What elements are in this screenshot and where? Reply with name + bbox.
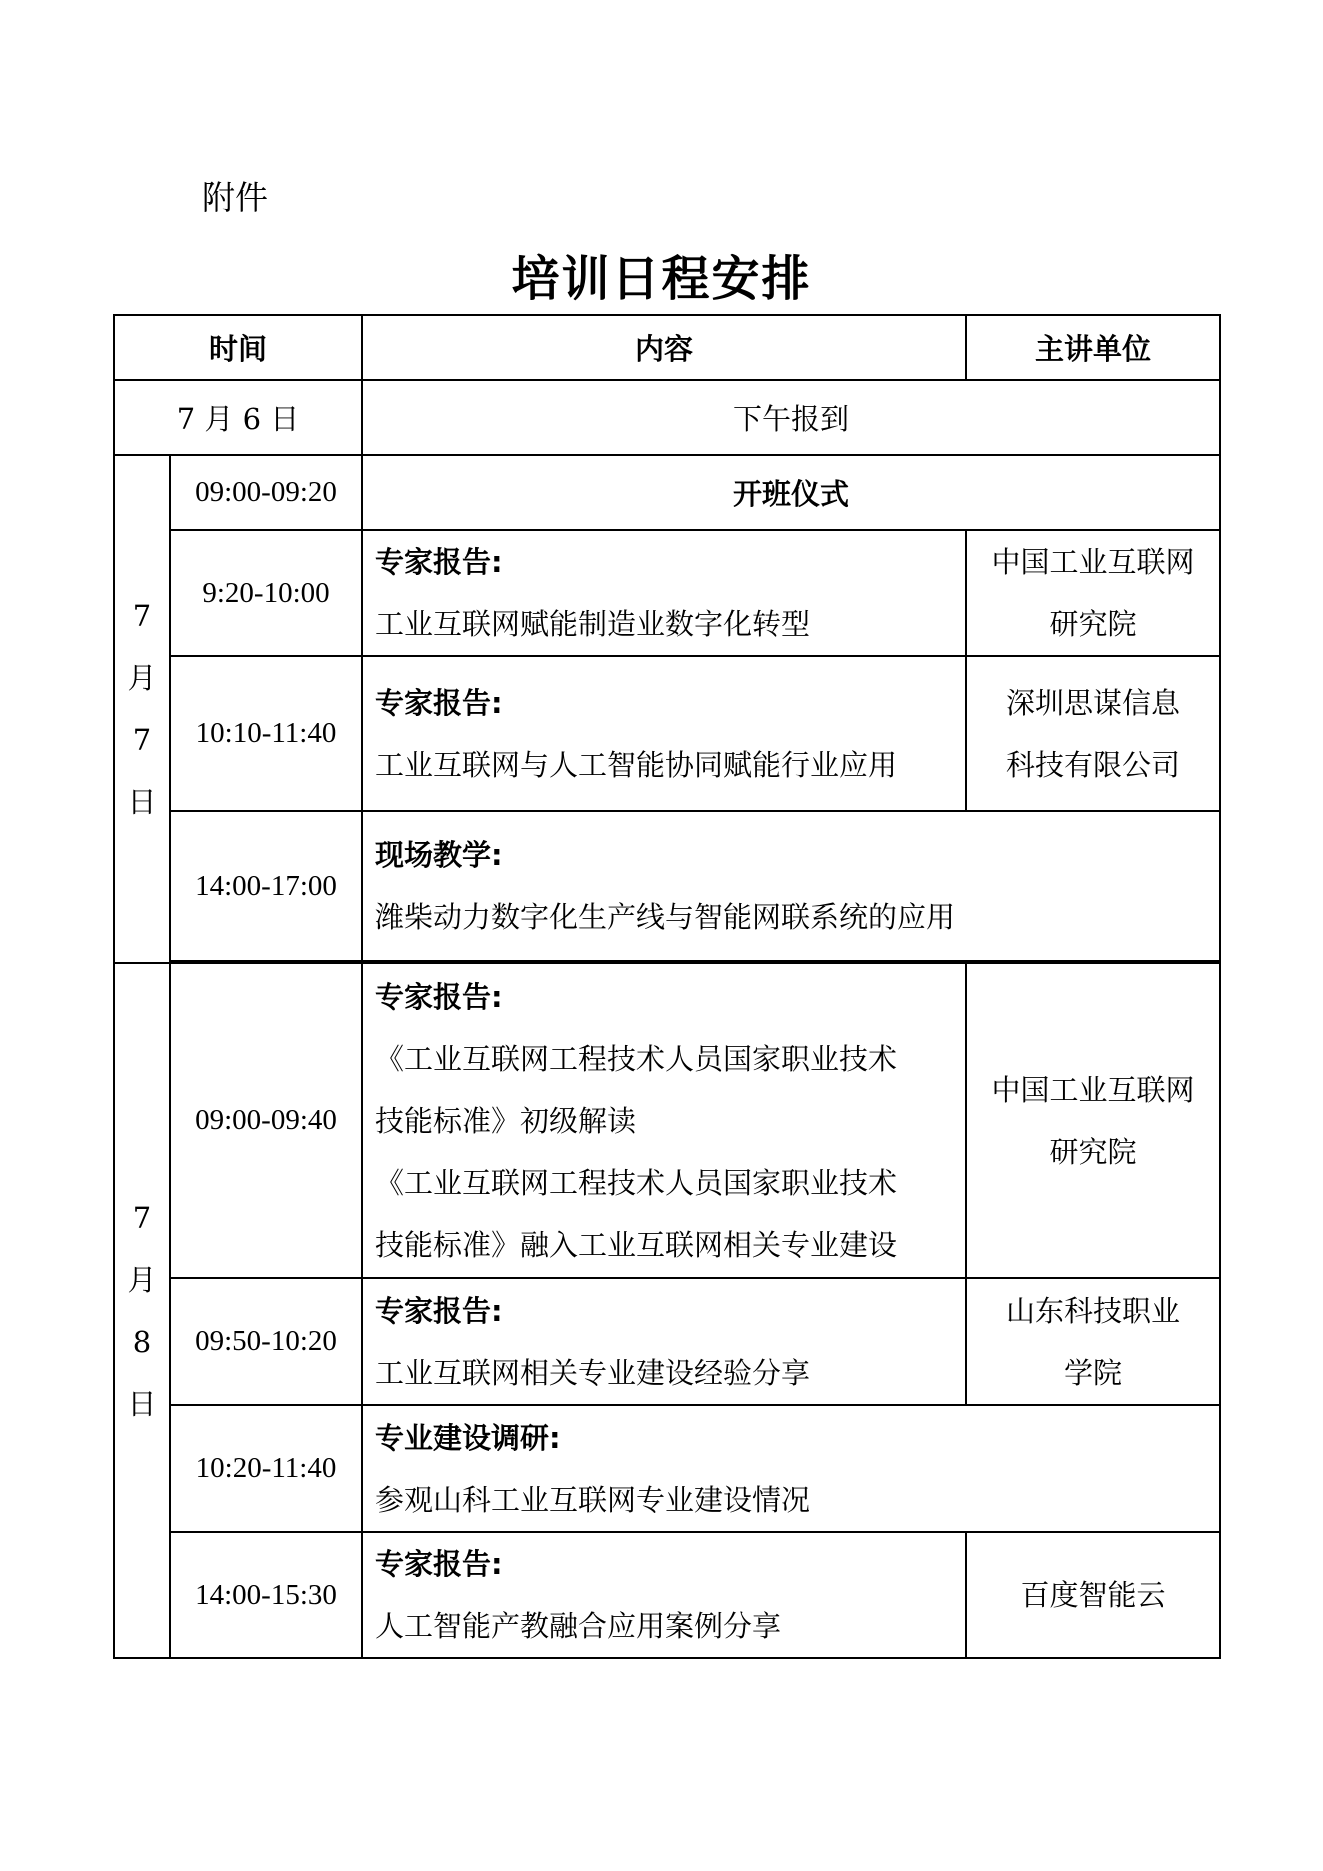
header-time: 时间 <box>114 315 362 380</box>
session-content <box>362 530 966 656</box>
session-unit: 中国工业互联网 研究院 <box>966 530 1220 656</box>
arrival-content: 下午报到 <box>362 380 1220 455</box>
session-type: 现场教学: <box>375 838 503 872</box>
session-time: 10:20-11:40 <box>170 1405 362 1532</box>
table-row <box>114 811 1220 961</box>
session-topic: 工业互联网与人工智能协同赋能行业应用 <box>375 747 898 782</box>
session-topic: 《工业互联网工程技术人员国家职业技术 <box>375 1041 898 1076</box>
session-topic: 技能标准》初级解读 <box>375 1103 637 1138</box>
session-type: 专家报告: <box>375 979 503 1014</box>
session-topic: 工业互联网赋能制造业数字化转型 <box>375 607 811 641</box>
session-time: 10:10-11:40 <box>170 656 362 811</box>
session-topic: 技能标准》融入工业互联网相关专业建设 <box>375 1227 898 1262</box>
session-type: 专家报告: <box>375 1293 503 1328</box>
table-row <box>114 530 1220 656</box>
arrival-date: 7 月 6 日 <box>114 380 362 455</box>
opening-ceremony: 开班仪式 <box>362 455 1220 530</box>
session-time: 09:00-09:20 <box>170 455 362 530</box>
session-content <box>362 656 966 811</box>
session-time: 09:50-10:20 <box>170 1278 362 1405</box>
table-row <box>114 656 1220 811</box>
session-topic: 人工智能产教融合应用案例分享 <box>375 1609 782 1643</box>
session-content <box>362 1405 1220 1532</box>
page-title: 培训日程安排 <box>511 251 812 307</box>
day-label-0707: 7 月 7 日 <box>114 455 170 963</box>
session-time: 09:00-09:40 <box>170 963 362 1278</box>
table-row <box>114 455 1220 530</box>
table-row <box>114 1532 1220 1658</box>
schedule-table <box>113 314 1221 1659</box>
header-row <box>114 315 1220 380</box>
session-topic: 《工业互联网工程技术人员国家职业技术 <box>375 1165 898 1200</box>
day-label-0708: 7 月 8 日 <box>114 963 170 1658</box>
table-row <box>114 1405 1220 1532</box>
session-unit: 中国工业互联网 研究院 <box>966 963 1220 1278</box>
session-unit: 山东科技职业 学院 <box>966 1278 1220 1405</box>
session-unit: 深圳思谋信息 科技有限公司 <box>966 656 1220 811</box>
session-type: 专业建设调研: <box>375 1420 561 1455</box>
arrival-row <box>114 380 1220 455</box>
session-content <box>362 811 1220 961</box>
session-topic: 工业互联网相关专业建设经验分享 <box>375 1355 811 1390</box>
table-row <box>114 963 1220 1278</box>
session-topic: 潍柴动力数字化生产线与智能网联系统的应用 <box>375 900 956 934</box>
session-time: 14:00-17:00 <box>170 811 362 961</box>
session-content <box>362 1278 966 1405</box>
header-unit: 主讲单位 <box>966 315 1220 380</box>
session-topic: 参观山科工业互联网专业建设情况 <box>375 1482 811 1517</box>
session-time: 9:20-10:00 <box>170 530 362 656</box>
session-type: 专家报告: <box>375 685 503 720</box>
session-type: 专家报告: <box>375 545 503 579</box>
session-type: 专家报告: <box>375 1547 503 1581</box>
session-unit: 百度智能云 <box>966 1532 1220 1658</box>
attachment-label: 附件 <box>202 178 268 217</box>
header-content: 内容 <box>362 315 966 380</box>
session-content <box>362 963 966 1278</box>
session-content <box>362 1532 966 1658</box>
table-row <box>114 1278 1220 1405</box>
session-time: 14:00-15:30 <box>170 1532 362 1658</box>
